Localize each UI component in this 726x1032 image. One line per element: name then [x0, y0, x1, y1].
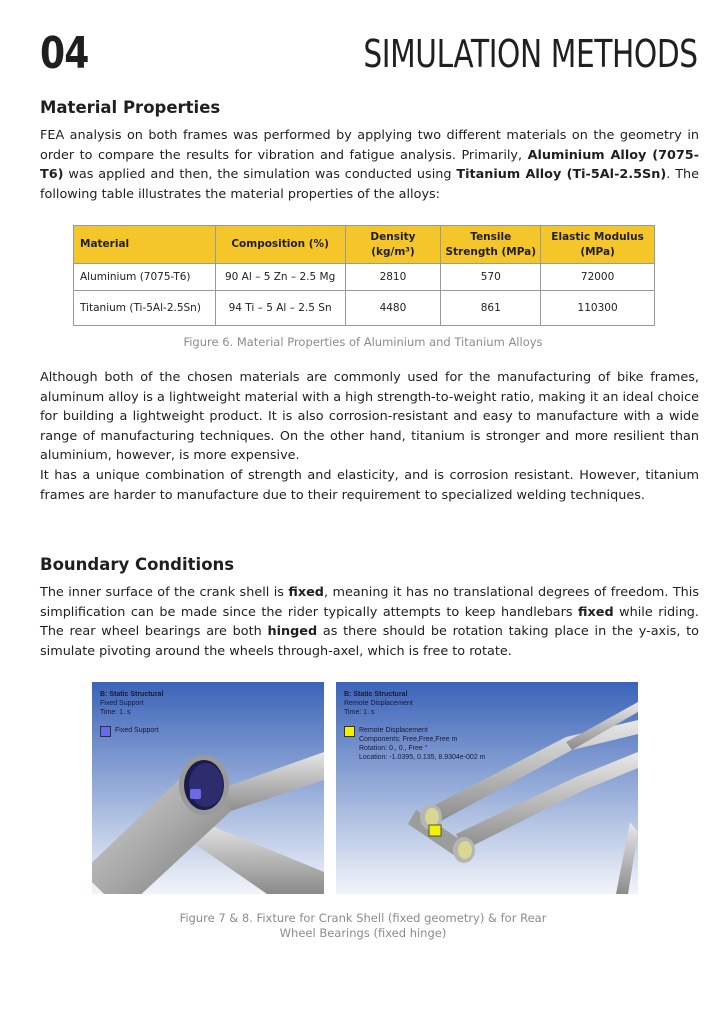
- fixed-support-legend: Fixed Support: [100, 726, 163, 737]
- boundary-conditions-paragraph: The inner surface of the crank shell is fixed, meaning it has no translational degrees of freedom. This simplification can be made since the rider typically attempts to keep handlebars fixed while riding. The rear wheel bearings are both hinged as there should be rotation taking place in the y-axis, to simulate pivoting around the wheels through-axel, which is free to rotate.: [40, 585, 700, 659]
- cell-density: 4480: [345, 291, 441, 326]
- table-row: [74, 264, 655, 291]
- remote-displacement-swatch-icon: [344, 726, 355, 737]
- table-row: [74, 291, 655, 326]
- figure-8-annotation: B: Static Structural Remote Displacement Time: 1. s Remote Displacement Components: Free,Free,Free m Rotation: 0., 0., Free ° Location: -1.0395, 0.135, 8.9304e-002 m: [344, 691, 486, 761]
- cell-tensile-strength: 570: [441, 264, 541, 291]
- cell-elastic-modulus: 110300: [541, 291, 655, 326]
- materials-comparison-paragraph: Although both of the chosen materials are commonly used for the manufacturing of bike frames, aluminum alloy is a lightweight material with a high strength-to-weight ratio, making it an ideal choice for building a lightweight product. It is also corrosion-resistant and easy to manufacture with a wide range of manufacturing techniques. On the other hand, titanium is stronger and more resilient than aluminium, however, is more expensive.: [40, 370, 699, 464]
- fixed-support-swatch-icon: [100, 726, 111, 737]
- cell-material: Titanium (Ti-5Al-2.5Sn): [74, 291, 216, 326]
- cell-composition: 90 Al – 5 Zn – 2.5 Mg: [215, 264, 345, 291]
- figure-8-remote-displacement-render: [336, 682, 638, 894]
- aluminium-alloy-name: Aluminium Alloy (7075-T6): [40, 147, 700, 183]
- titanium-paragraph: It has a unique combination of strength and elasticity, and is corrosion resistant. However, titanium frames are harder to manufacture due to their requirement to specialized welding techniques.: [40, 468, 699, 503]
- section-title: SIMULATION METHODS: [363, 32, 698, 76]
- cell-composition: 94 Ti – 5 Al – 2.5 Sn: [215, 291, 345, 326]
- page-number: 04: [40, 28, 89, 79]
- figure-6-caption: Figure 6. Material Properties of Aluminium and Titanium Alloys: [183, 335, 543, 349]
- cell-tensile-strength: 861: [441, 291, 541, 326]
- header-tensile-strength: Tensile Strength (MPa): [441, 226, 541, 264]
- titanium-alloy-name: Titanium Alloy (Ti-5Al-2.5Sn): [456, 167, 667, 183]
- figure-7-annotation: B: Static Structural Fixed Support Time: 1. s Fixed Support: [100, 690, 163, 737]
- cell-density: 2810: [345, 264, 441, 291]
- remote-displacement-legend: Remote Displacement Components: Free,Free,Free m Rotation: 0., 0., Free ° Location: -1.0395, 0.135, 8.9304e-002 m: [344, 726, 485, 762]
- material-properties-table: [73, 225, 655, 326]
- boundary-conditions-heading: Boundary Conditions: [40, 555, 235, 574]
- cell-material: Aluminium (7075-T6): [74, 264, 216, 291]
- header-material: Material: [74, 226, 216, 264]
- header-elastic-modulus: Elastic Modulus (MPa): [541, 226, 655, 264]
- figure-7-fixed-support-render: [92, 682, 324, 894]
- material-properties-heading: Material Properties: [40, 98, 221, 117]
- cell-elastic-modulus: 72000: [541, 264, 655, 291]
- figure-7-8-caption: Figure 7 & 8. Fixture for Crank Shell (fixed geometry) & for Rear Wheel Bearings (fixed hinge): [179, 911, 547, 940]
- header-composition: Composition (%): [215, 226, 345, 264]
- header-density: Density (kg/m³): [345, 226, 441, 264]
- table-header-row: [74, 226, 655, 264]
- material-intro-paragraph: FEA analysis on both frames was performed by applying two different materials on the geometry in order to compare the results for vibration and fatigue analysis. Primarily, Aluminium Alloy (7075-T6) was applied and then, the simulation was conducted using Titanium Alloy (Ti-5Al-2.5Sn). The following table illustrates the material properties of the alloys:: [40, 128, 700, 202]
